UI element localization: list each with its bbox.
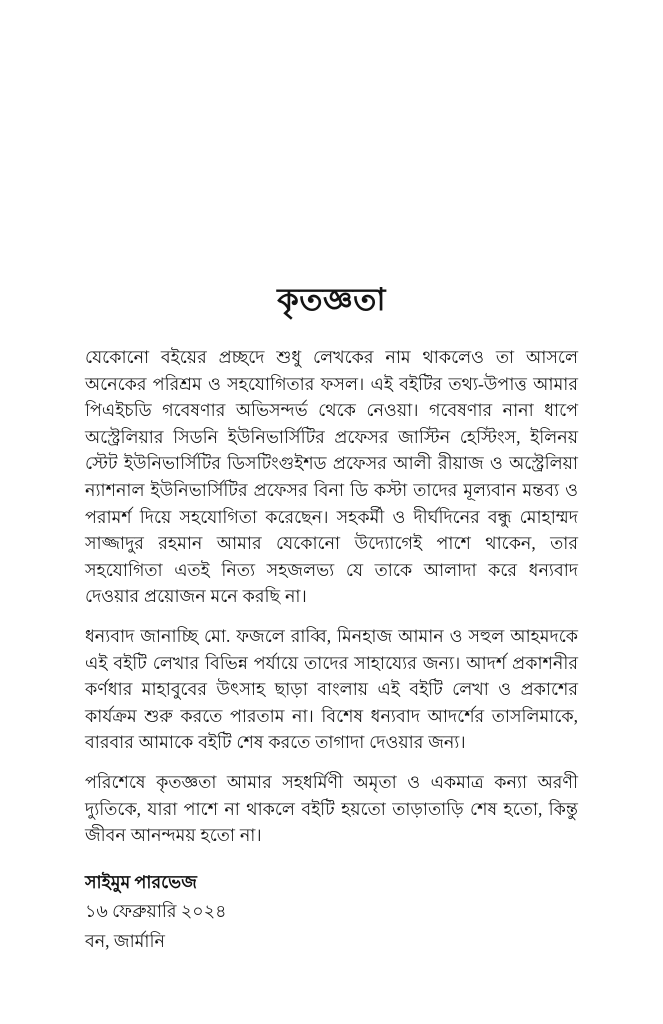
acknowledgment-paragraph-3: পরিশেষে কৃতজ্ঞতা আমার সহধর্মিণী অমৃতা ও একমাত্র কন্যা অরণী দ্যুতিকে, যারা পাশে না থাকলে বইটি হয়তো তাড়াতাড়ি শেষ হতো, কিন্তু জীবন আনন্দময় হতো না। [85, 771, 578, 846]
signature-block [85, 868, 578, 957]
page-content [85, 0, 578, 956]
acknowledgment-paragraph-1: যেকোনো বইয়ের প্রচ্ছদে শুধু লেখকের নাম থাকলেও তা আসলে অনেকের পরিশ্রম ও সহযোগিতার ফসল। এই বইটির তথ্য-উপাত্ত আমার পিএইচডি গবেষণার অভিসন্দর্ভ থেকে নেওয়া। গবেষণার নানা ধাপে অস্ট্রেলিয়ার সিডনি ইউনিভার্সিটির প্রফেসর জাস্টিন হেস্টিংস, ইলিনয় স্টেট ইউনিভার্সিটির ডিসটিংগুইশড প্রফেসর আলী রীয়াজ ও অস্ট্রেলিয়া ন্যাশনাল ইউনিভার্সিটির প্রফেসর বিনা ডি কস্টা তাদের মূল্যবান মন্তব্য ও পরামর্শ দিয়ে সহযোগিতা করেছেন। সহকর্মী ও দীর্ঘদিনের বন্ধু মোহাম্মদ সাজ্জাদুর রহমান আমার যেকোনো উদ্যোগেই পাশে থাকেন, তার সহযোগিতা এতই নিত্য সহজলভ্য যে তাকে আলাদা করে ধন্যবাদ দেওয়ার প্রয়োজন মনে করছি না। [85, 347, 578, 607]
acknowledgment-paragraph-2: ধন্যবাদ জানাচ্ছি মো. ফজলে রাব্বি, মিনহাজ আমান ও সহুল আহমদকে এই বইটি লেখার বিভিন্ন পর্যায়ে তাদের সাহায্যের জন্য। আদর্শ প্রকাশনীর কর্ণধার মাহাবুবের উৎসাহ ছাড়া বাংলায় এই বইটি লেখা ও প্রকাশের কার্যক্রম শুরু করতে পারতাম না। বিশেষ ধন্যবাদ আদর্শের তাসলিমাকে, বারবার আমাকে বইটি শেষ করতে তাগাদা দেওয়ার জন্য। [85, 625, 578, 753]
signature-name: সাইমুম পারভেজ [85, 871, 197, 892]
signature-place: বন, জার্মানি [85, 930, 165, 951]
page-title: কৃতজ্ঞতা [277, 282, 386, 317]
signature-date: ১৬ ফেব্রুয়ারি ২০২৪ [85, 901, 227, 922]
